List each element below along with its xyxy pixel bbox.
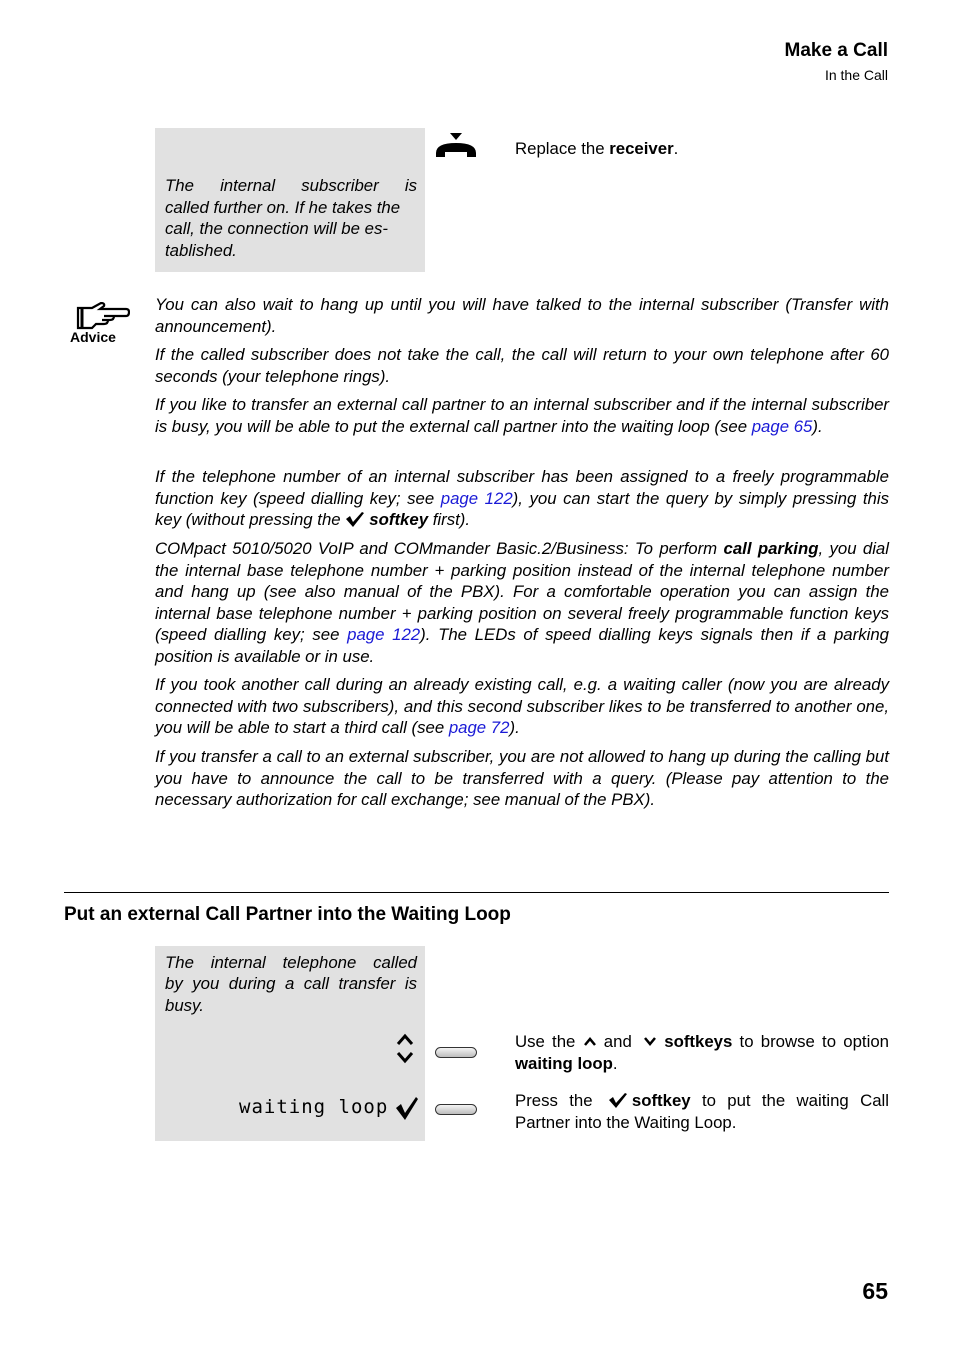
checkmark-icon — [345, 511, 365, 528]
advice-p5-text: COMpact 5010/5020 VoIP and COMmander Basic.2/Business: To perform — [155, 539, 724, 558]
pointing-hand-icon — [74, 302, 130, 332]
softkey-bold: softkey — [631, 1091, 691, 1110]
arrow-up-icon — [396, 1033, 414, 1046]
step2-end: to put the waiting Call Partner into the Waiting Loop. — [515, 1091, 889, 1132]
link-page-72[interactable]: page 72 — [448, 718, 510, 737]
link-page-65[interactable]: page 65 — [751, 416, 813, 436]
softkey-bold: softkey — [369, 510, 429, 529]
advice-paragraph-7: If you transfer a call to an external subscriber, you are not allowed to hang up during the calling but you have to announce the call to be transferred with a query. (Please pay attention to the necessary authorization for call exchange; see manual of the PBX). — [155, 747, 889, 809]
replace-receiver-instruction — [515, 138, 678, 160]
bottom-box-line: by you during a call transfer is — [165, 974, 417, 993]
call-parking-bold: call parking — [723, 539, 819, 558]
display-box-top — [155, 128, 425, 272]
advice-paragraph-4 — [155, 466, 889, 531]
advice-p3-text: If you like to transfer an external call partner to an internal subscriber and if the internal subscriber is busy, you will be able to put the external call partner into the waiting loop (see — [155, 395, 889, 436]
bottom-box-line: The internal telephone called — [165, 953, 417, 972]
browse-instruction — [515, 1031, 889, 1074]
display-waiting-loop: waiting loop — [239, 1096, 389, 1118]
top-box-line: The internal subscriber is — [165, 176, 417, 195]
softkeys-bold: softkeys — [664, 1032, 733, 1051]
advice-paragraph-3 — [155, 394, 889, 437]
top-box-line: tablished. — [165, 241, 237, 260]
advice-p5-mid: , you dial the internal base telephone number + parking position instead of the internal telephone number and hang up (see also manual of the PBX). For a comfortable operation you can assign the internal base telephone number + parking position on several freely programmable function keys (speed dialling key; see — [155, 539, 889, 644]
page-header-subtitle: In the Call — [824, 67, 888, 83]
advice-p6-end: ). — [509, 718, 520, 737]
checkmark-icon — [395, 1096, 419, 1121]
advice-paragraph-1: You can also wait to hang up until you will have talked to the internal subscriber (Transfer with announcement). — [155, 295, 889, 336]
section-divider — [64, 892, 889, 893]
checkmark-icon — [608, 1092, 628, 1109]
replace-text: Replace the — [515, 139, 610, 158]
arrow-down-icon — [643, 1036, 657, 1047]
bottom-box-line: busy. — [165, 996, 204, 1015]
waiting-loop-bold: waiting loop — [515, 1053, 613, 1073]
advice-p4-end: first). — [428, 510, 470, 529]
step2-text: Press the — [515, 1091, 604, 1110]
arrow-down-icon — [396, 1051, 414, 1064]
advice-p5-end: ). The LEDs of speed dialling keys signals then if a parking position is available or in use. — [155, 625, 889, 666]
step1-mid: to browse to option — [732, 1032, 889, 1051]
press-instruction — [515, 1090, 889, 1133]
replace-suffix: . — [673, 139, 679, 158]
softkey-button-icon[interactable] — [435, 1104, 477, 1115]
arrow-up-icon — [583, 1036, 597, 1047]
advice-label: Advice — [70, 329, 116, 345]
advice-p3-end: ). — [812, 416, 823, 436]
page-header-title: Make a Call — [784, 40, 888, 61]
page-number: 65 — [862, 1278, 888, 1304]
receiver-bold: receiver — [609, 139, 674, 158]
advice-p4-mid: ), you can start the query by simply pressing this key (without pressing the — [155, 488, 889, 529]
advice-paragraph-5 — [155, 538, 889, 667]
handset-down-icon — [433, 131, 479, 161]
advice-p4-text: If the telephone number of an internal subscriber has been assigned to a freely programmable function key (speed dialling key; see — [155, 467, 889, 508]
top-box-line: called further on. If he takes the — [165, 198, 401, 217]
link-page-122[interactable]: page 122 — [440, 488, 513, 508]
link-page-122[interactable]: page 122 — [347, 625, 421, 644]
softkey-button-icon[interactable] — [435, 1047, 477, 1058]
section-title: Put an external Call Partner into the Waiting Loop — [64, 904, 511, 925]
top-box-line: call, the connection will be es- — [165, 219, 388, 238]
display-box-bottom — [155, 946, 425, 1141]
step1-and: and — [596, 1032, 640, 1051]
advice-paragraph-6 — [155, 674, 889, 739]
advice-paragraph-2: If the called subscriber does not take the call, the call will return to your own telephone after 60 seconds (your telephone rings). — [155, 345, 889, 386]
advice-p6-text: If you took another call during an already existing call, e.g. a waiting caller (now you are already connected with two subscribers), and this second subscriber likes to be transferred to another one, you will be able to start a third call (see — [155, 675, 889, 737]
step1-text: Use the — [515, 1032, 583, 1051]
step1-end: . — [612, 1053, 618, 1073]
